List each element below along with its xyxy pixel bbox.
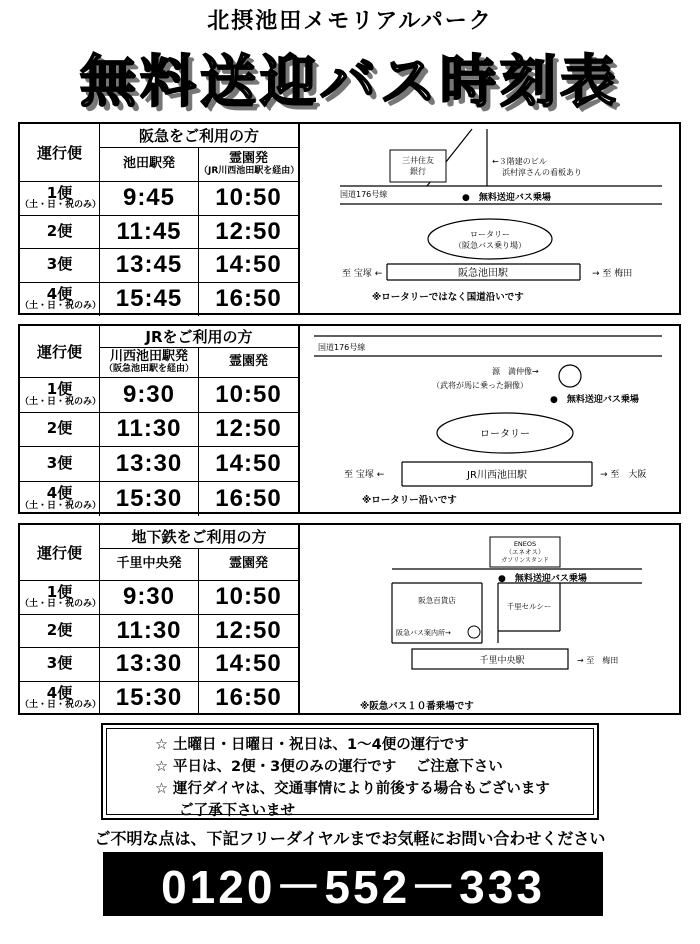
service-number <box>20 447 100 482</box>
departure-time: 15:30 <box>100 482 199 517</box>
map-note: ※ロータリーではなく国道沿いです <box>372 292 524 303</box>
subway-timetable <box>20 525 300 713</box>
departure-time: 9:30 <box>100 378 199 413</box>
departure-time: 11:30 <box>100 413 199 448</box>
bus-stop-label: ● 無料送迎バス乗場 <box>498 574 587 584</box>
weekend-note: （土・日・祝のみ） <box>20 599 102 610</box>
east-label: → 至 梅田 <box>577 656 619 665</box>
hankyu-col2-note: （JR川西池田駅を経由） <box>199 165 300 176</box>
east-label: → 至 大阪 <box>600 470 647 480</box>
road-label: 国道176号線 <box>340 190 388 199</box>
selcy-label: 千里セルシー <box>506 602 552 611</box>
departure-time: 9:30 <box>100 581 199 615</box>
service-number <box>20 682 100 716</box>
rotary-label-1: ロータリー <box>470 230 510 239</box>
jr-section <box>18 324 681 514</box>
west-label: 至 宝塚 ← <box>344 470 385 480</box>
service-header: 運行便 <box>20 525 100 581</box>
return-time: 16:50 <box>215 484 282 512</box>
return-time: 14:50 <box>199 249 298 283</box>
weekend-note: （土・日・祝のみ） <box>20 396 102 407</box>
service-number-label: 3便 <box>46 654 73 673</box>
statue-label-2: （武将が馬に乗った銅像） <box>432 381 528 390</box>
service-number <box>20 249 100 283</box>
service-number-label: 2便 <box>46 221 73 240</box>
notice-line-3: ☆ 運行ダイヤは、交通事情により前後する場合もございます <box>155 781 550 797</box>
subway-map <box>302 525 679 713</box>
hankyu-map <box>302 124 679 313</box>
jr-timetable <box>20 326 300 512</box>
building-label-1: ←３階建のビル <box>492 157 547 166</box>
return-time: 10:50 <box>199 378 298 413</box>
weekend-note: （土・日・祝のみ） <box>20 700 102 711</box>
service-number-label: 1便 <box>46 582 73 601</box>
departure-time: 15:30 <box>100 682 199 716</box>
notice-box <box>101 723 599 820</box>
road-label: 国道176号線 <box>318 343 366 352</box>
weekend-note: （土・日・祝のみ） <box>20 301 102 312</box>
station-label: 阪急池田駅 <box>458 268 508 279</box>
inquiry-text: ご不明な点は、下記フリーダイヤルまでお気軽にお問い合わせください <box>94 829 606 848</box>
mitsui-bank-label-1: 三井住友 <box>402 156 434 165</box>
return-time: 10:50 <box>199 581 298 615</box>
service-number-label: 2便 <box>46 419 73 438</box>
service-number-label: 2便 <box>46 620 73 639</box>
service-number-label: 1便 <box>46 183 73 202</box>
return-time: 10:50 <box>199 182 298 216</box>
departure-time: 11:30 <box>100 615 199 649</box>
rotary-label-2: （阪急バス乗り場） <box>454 241 526 250</box>
hankyu-col1-label: 池田駅発 <box>122 156 175 172</box>
service-number <box>20 182 100 216</box>
return-time: 16:50 <box>215 285 282 313</box>
building-label-2: 浜村淳さんの看板あり <box>502 168 582 177</box>
jr-map <box>302 326 679 512</box>
departure-time: 15:45 <box>100 283 199 317</box>
eneos-label-3: ガソリンスタンド <box>501 557 549 564</box>
departure-time: 13:30 <box>100 648 199 682</box>
return-time: 14:50 <box>199 447 298 482</box>
notice-line-4: ご了承下さいませ <box>179 803 295 819</box>
west-label: 至 宝塚 ← <box>342 269 383 279</box>
statue-label-1: 源 満仲像→ <box>492 367 539 376</box>
map-note: ※阪急バス１０番乗場です <box>360 701 474 712</box>
map-note: ※ロータリー沿いです <box>362 495 457 506</box>
departure-time: 11:45 <box>100 216 199 250</box>
service-number <box>20 648 100 682</box>
rotary-label: ロータリー <box>480 429 530 440</box>
jr-col2 <box>199 348 298 378</box>
service-number-label: 3便 <box>46 453 73 472</box>
service-header: 運行便 <box>20 326 100 378</box>
eneos-label-1: ENEOS <box>513 540 537 548</box>
hankyu-section <box>18 122 681 315</box>
return-time: 12:50 <box>199 615 298 649</box>
hankyu-map-drawing <box>302 124 679 313</box>
departure-time: 13:30 <box>100 447 199 482</box>
station-label: JR川西池田駅 <box>467 470 527 481</box>
jr-col1-note: （阪急池田駅を経由） <box>103 363 194 374</box>
subway-col2-label: 霊園発 <box>228 556 268 572</box>
subway-col1-label: 千里中央発 <box>116 556 182 572</box>
service-number <box>20 378 100 413</box>
mitsui-bank-label-2: 銀行 <box>410 167 426 176</box>
return-time: 12:50 <box>199 216 298 250</box>
hankyu-timetable <box>20 124 300 313</box>
hankyu-dept-label: 阪急百貨店 <box>418 596 456 605</box>
service-number-label: 1便 <box>46 380 73 399</box>
hankyu-header: 阪急をご利用の方 <box>100 124 298 148</box>
phone-number[interactable]: 0120－552－333 <box>103 852 603 916</box>
departure-time: 9:45 <box>100 182 199 216</box>
bus-stop-label: ● 無料送迎バス乗場 <box>462 193 551 203</box>
jr-col1-label: 川西池田駅発 <box>109 349 188 365</box>
jr-col2-label: 霊園発 <box>228 354 268 370</box>
weekend-note: （土・日・祝のみ） <box>20 500 102 511</box>
subway-section <box>18 523 681 715</box>
service-number <box>20 283 100 317</box>
return-time: 14:50 <box>199 648 298 682</box>
departure-time: 13:45 <box>100 249 199 283</box>
subway-map-drawing <box>302 525 679 713</box>
service-header: 運行便 <box>20 124 100 182</box>
subway-header: 地下鉄をご利用の方 <box>100 525 298 549</box>
bus-stop-label: ● 無料送迎バス乗場 <box>550 395 639 405</box>
hankyu-col1 <box>100 148 199 182</box>
hankyu-col2-label: 霊園発 <box>228 151 268 167</box>
jr-col1 <box>100 348 199 378</box>
service-number-label: 3便 <box>46 255 73 274</box>
east-label: → 至 梅田 <box>592 269 633 279</box>
station-label: 千里中央駅 <box>479 656 525 666</box>
service-number-label: 4便 <box>46 284 73 303</box>
subway-col2 <box>199 549 298 581</box>
service-number <box>20 216 100 250</box>
return-time: 16:50 <box>215 684 282 712</box>
service-number-label: 4便 <box>46 484 73 503</box>
page-title: 無料送迎バス時刻表 <box>80 50 620 115</box>
service-number-label: 4便 <box>46 683 73 702</box>
jr-map-drawing <box>302 326 679 512</box>
notice-line-2: ☆ 平日は、2便・3便のみの運行です ご注意下さい <box>155 759 503 775</box>
subway-col1 <box>100 549 199 581</box>
eneos-label-2: （エネオス） <box>505 548 545 556</box>
service-number <box>20 482 100 517</box>
service-number <box>20 413 100 448</box>
jr-header: JRをご利用の方 <box>100 326 298 348</box>
notice-line-1: ☆ 土曜日・日曜日・祝日は、1～4便の運行です <box>155 737 469 753</box>
hankyu-col2 <box>199 148 298 182</box>
return-time: 12:50 <box>199 413 298 448</box>
bus-office-label: 阪急バス案内所→ <box>396 629 451 637</box>
service-number <box>20 615 100 649</box>
service-number <box>20 581 100 615</box>
subtitle: 北摂池田メモリアルパーク <box>207 9 493 34</box>
weekend-note: （土・日・祝のみ） <box>20 200 102 211</box>
